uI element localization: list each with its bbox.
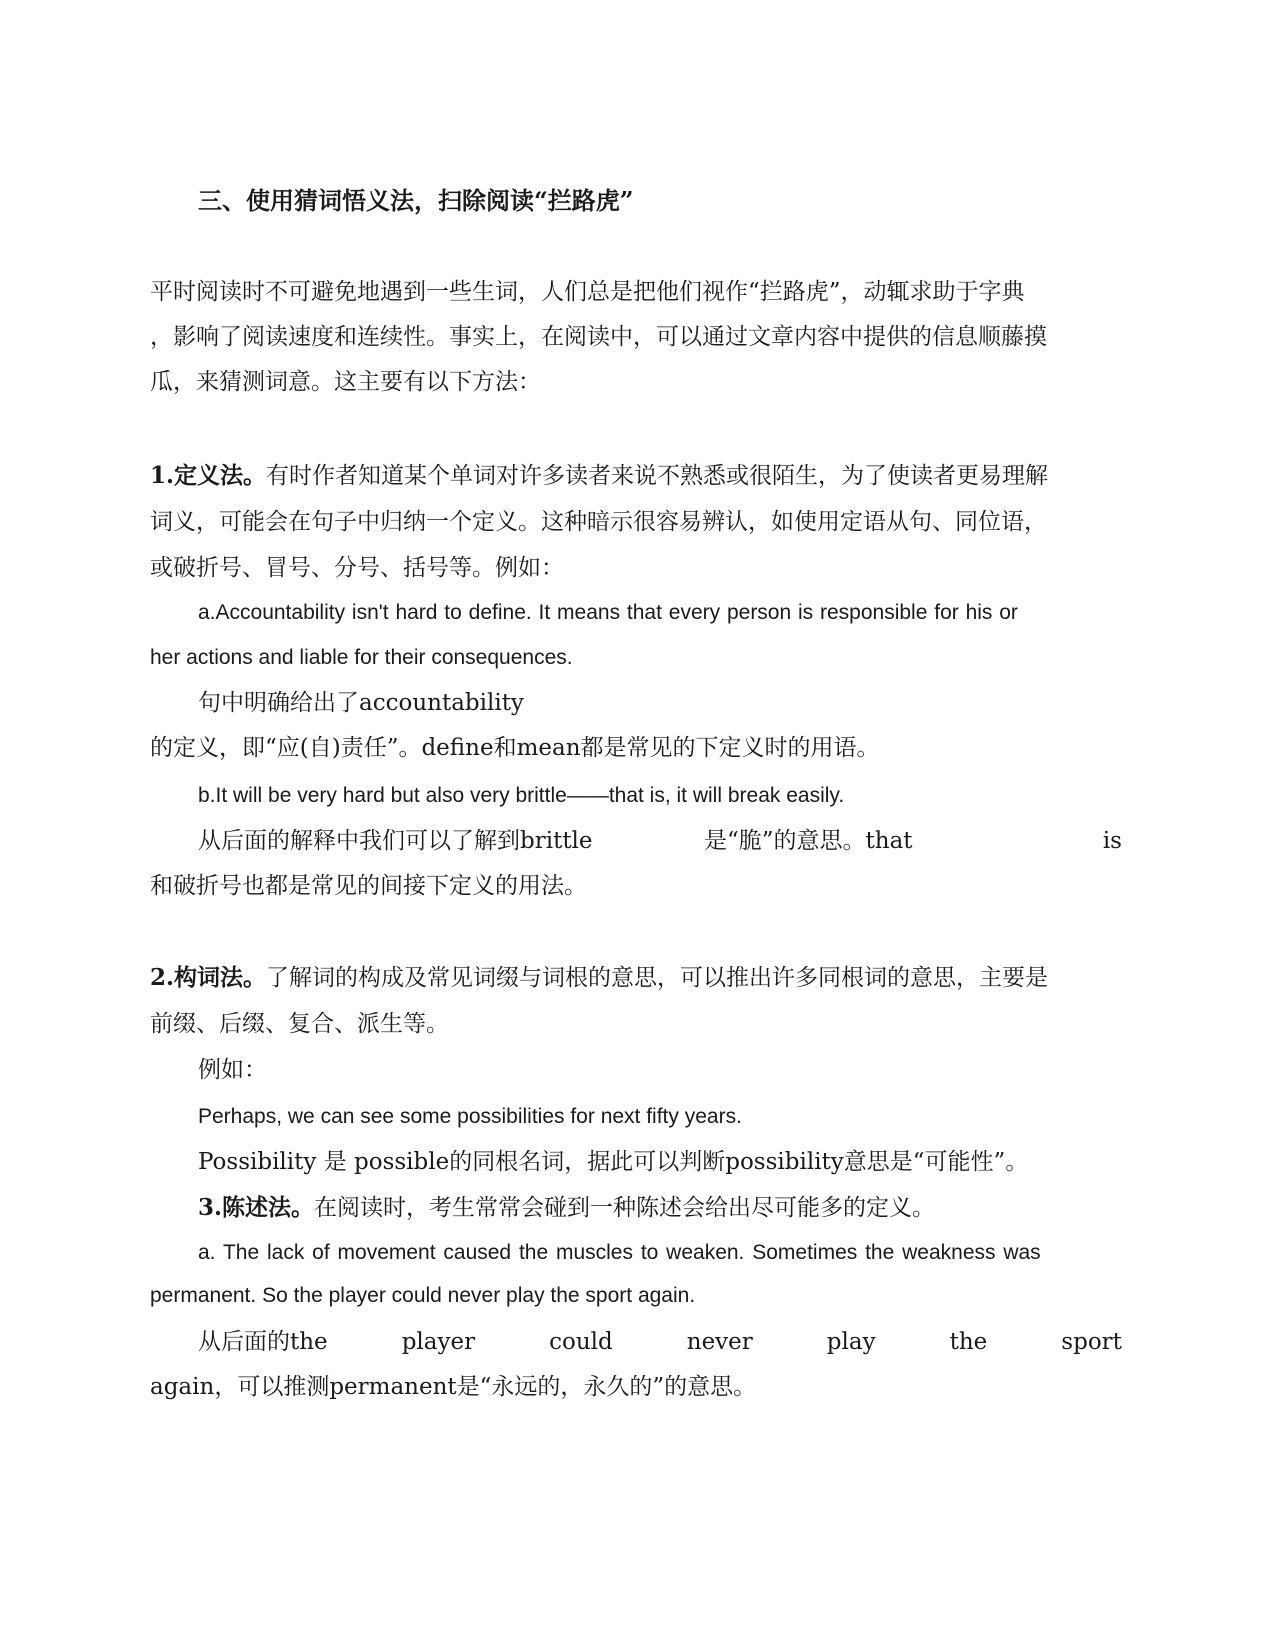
example-a-line-1: a.Accountability isn't hard to define. It means that every person is responsible for his or — [198, 601, 1018, 624]
method-2-example: Perhaps, we can see some possibilities for next fifty years. — [198, 1105, 742, 1128]
intro-line-2: ，影响了阅读速度和连续性。事实上，在阅读中，可以通过文章内容中提供的信息顺藤摸 — [150, 324, 1047, 350]
example-b: b.It will be very hard but also very brittle——that is, it will break easily. — [198, 784, 845, 807]
method-2-text: 了解词的构成及常见词缀与词根的意思，可以推出许多同根词的意思，主要是 — [266, 965, 1049, 991]
method-3-example-line-1: a. The lack of movement caused the muscles to weaken. Sometimes the weakness was — [198, 1241, 1041, 1264]
method-3-note-line-1 — [198, 1327, 1122, 1357]
method-1-line-2: 词义，可能会在句子中归纳一个定义。这种暗示很容易辨认，如使用定语从句、同位语， — [150, 509, 1047, 535]
method-3-example-line-2: permanent. So the player could never play the sport again. — [150, 1284, 696, 1307]
example-b-note-2: 和破折号也都是常见的间接下定义的用法。 — [150, 873, 587, 899]
method-3-text: 在阅读时，考生常常会碰到一种陈述会给出尽可能多的定义。 — [314, 1195, 936, 1221]
note-word: sport — [1061, 1329, 1122, 1355]
method-1-heading: 1.定义法。 — [150, 462, 267, 489]
method-3-note-line-2: again，可以推测permanent是“永远的，永久的”的意思。 — [150, 1374, 757, 1400]
example-b-note-1 — [198, 826, 1122, 856]
method-3-heading: 3.陈述法。 — [198, 1194, 315, 1221]
note-word: player — [401, 1329, 476, 1355]
example-a-note-1: 句中明确给出了accountability — [198, 690, 524, 716]
intro-line-1: 平时阅读时不可避免地遇到一些生词，人们总是把他们视作“拦路虎”，动辄求助于字典 — [150, 279, 1025, 305]
method-2-line-1 — [150, 963, 1122, 993]
method-1-line-3: 或破折号、冒号、分号、括号等。例如： — [150, 555, 564, 581]
note-word: could — [549, 1329, 613, 1355]
example-a-line-2: her actions and liable for their consequences. — [150, 646, 573, 669]
note-word: the — [949, 1329, 988, 1355]
example-b-note-part-2: 是“脆”的意思。that — [704, 828, 913, 854]
note-word: 从后面的the — [198, 1329, 328, 1355]
note-word: never — [686, 1329, 753, 1355]
example-b-note-part-1: 从后面的解释中我们可以了解到brittle — [198, 828, 593, 854]
note-word: play — [826, 1329, 876, 1355]
method-2-explanation: Possibility 是 possible的同根名词，据此可以判断possibility意思是“可能性”。 — [198, 1149, 1029, 1175]
method-1-line-1 — [150, 461, 1122, 491]
example-b-note-part-3: is — [1102, 828, 1122, 854]
method-2-example-label: 例如： — [198, 1057, 267, 1083]
intro-line-3: 瓜，来猜测词意。这主要有以下方法： — [150, 369, 541, 395]
method-3-line-1 — [198, 1193, 1122, 1223]
method-2-line-2: 前缀、后缀、复合、派生等。 — [150, 1011, 449, 1037]
example-a-note-2: 的定义，即“应(自)责任”。define和mean都是常见的下定义时的用语。 — [150, 735, 880, 761]
method-2-heading: 2.构词法。 — [150, 964, 267, 991]
section-title: 三、使用猜词悟义法，扫除阅读“拦路虎” — [198, 186, 634, 215]
method-1-text: 有时作者知道某个单词对许多读者来说不熟悉或很陌生，为了使读者更易理解 — [266, 463, 1049, 489]
